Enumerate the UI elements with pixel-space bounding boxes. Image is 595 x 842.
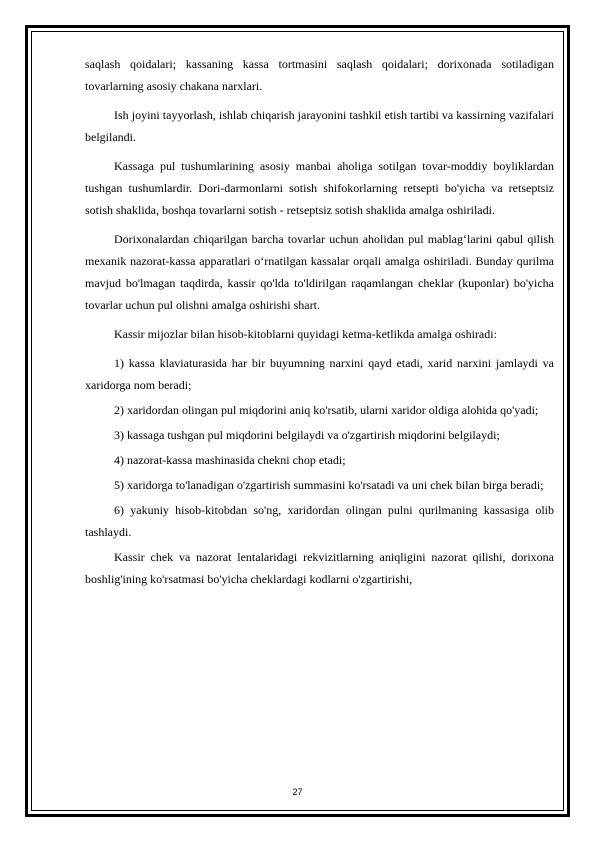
list-item: 1) kassa klaviaturasida har bir buyumning narxini qayd etadi, xarid narxini jamlaydi va xaridorga nom beradi;: [85, 356, 554, 392]
list-item: 2) xaridordan olingan pul miqdorini aniq ko'rsatib, ularni xaridor oldiga alohida qo'yadi;: [114, 403, 539, 417]
page-number: 27: [292, 787, 303, 797]
list-item: 4) nazorat-kassa mashinasida chekni chop etadi;: [114, 453, 346, 467]
paragraph: saqlash qoidalari; kassaning kassa tortmasini saqlash qoidalari; dorixonada sotiladigan tovarlarning asosiy chakana narxlari.: [85, 57, 554, 93]
paragraph: Kassaga pul tushumlarining asosiy manbai aholiga sotilgan tovar-moddiy boyliklardan tushgan tushumlardir. Dori-darmonlarni sotish shifokorlarning retsepti bo'yicha va retseptsiz sotish shaklida, boshqa tovarlarni sotish - retseptsiz sotish shaklida amalga oshiriladi.: [85, 159, 554, 217]
paragraph: Kassir mijozlar bilan hisob-kitoblarni quyidagi ketma-ketlikda amalga oshiradi:: [114, 327, 497, 341]
list-item: 5) xaridorga to'lanadigan o'zgartirish summasini ko'rsatadi va uni chek bilan birga beradi;: [114, 478, 544, 492]
page-body: [85, 53, 554, 593]
paragraph: Kassir chek va nazorat lentalaridagi rekvizitlarning aniqligini nazorat qilishi, dorixona boshlig'ining ko'rsatmasi bo'yicha cheklardagi kodlarni o'zgartirishi,: [85, 550, 554, 586]
list-item: 6) yakuniy hisob-kitobdan so'ng, xaridordan olingan pulni qurilmaning kassasiga olib tashlaydi.: [85, 503, 554, 539]
paragraph: Ish joyini tayyorlash, ishlab chiqarish jarayonini tashkil etish tartibi va kassirning vazifalari belgilandi.: [85, 108, 554, 144]
list-item: 3) kassaga tushgan pul miqdorini belgilaydi va o'zgartirish miqdorini belgilaydi;: [114, 428, 500, 442]
paragraph: Dorixonalardan chiqarilgan barcha tovarlar uchun aholidan pul mablag‘larini qabul qilish mexanik nazorat-kassa apparatlari o‘rnatilgan kassalar orqali amalga oshiriladi. Bunday qurilma mavjud bo'lmagan taqdirda, kassir qo'lda to'ldirilgan raqamlangan cheklar (kuponlar) bo'yicha tovarlar uchun pul olishni amalga oshirishi shart.: [85, 232, 554, 312]
